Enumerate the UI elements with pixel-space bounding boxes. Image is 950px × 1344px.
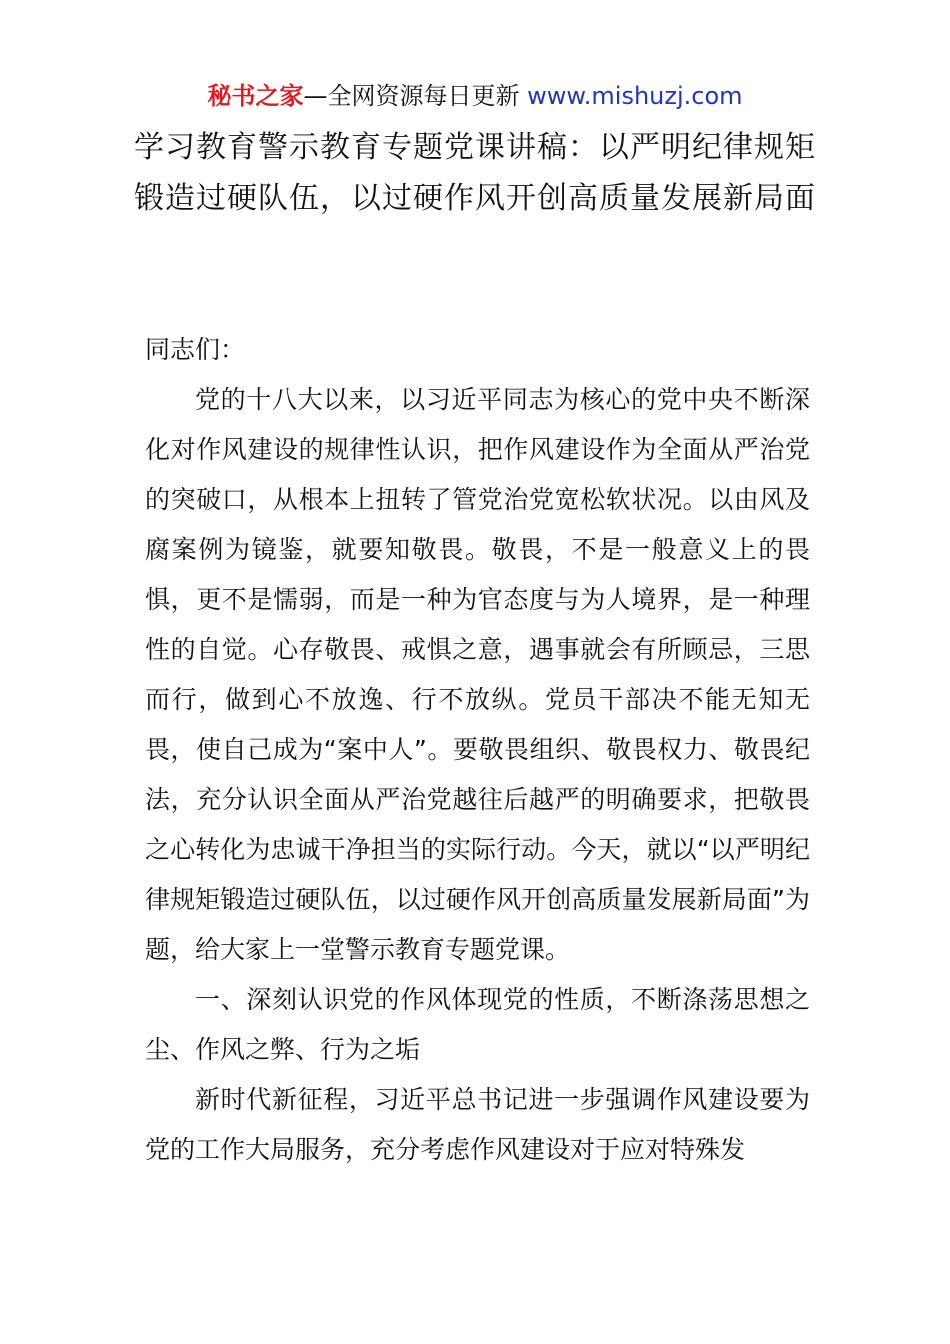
body-paragraph-intro: 党的十八大以来，以习近平同志为核心的党中央不断深化对作风建设的规律性认识，把作风建设作为全面从严治党的突破口，从根本上扭转了管党治党宽松软状况。以由风及腐案例为镜鉴，就要知敬畏。敬畏，不是一般意义上的畏惧，更不是懦弱，而是一种为官态度与为人境界，是一种理性的自觉。心存敬畏、戒惧之意，遇事就会有所顾忌，三思而行，做到心不放逸、行不放纵。党员干部决不能无知无畏，使自己成为“案中人”。要敬畏组织、敬畏权力、敬畏纪法，充分认识全面从严治党越往后越严的明确要求，把敬畏之心转化为忠诚干净担当的实际行动。今天，就以“以严明纪律规矩锻造过硬队伍，以过硬作风开创高质量发展新局面”为题，给大家上一堂警示教育专题党课。 <box>145 385 810 964</box>
document-body <box>145 325 810 1175</box>
section-heading-1: 一、深刻认识党的作风体现党的性质，不断涤荡思想之尘、作风之弊、行为之垢 <box>145 985 810 1064</box>
document-title: 学习教育警示教育专题党课讲稿：以严明纪律规矩锻造过硬队伍，以过硬作风开创高质量发展新局面 <box>134 130 816 216</box>
site-url-link[interactable]: www.mishuzj.com <box>527 82 743 110</box>
site-tagline: —全网资源每日更新 <box>303 82 520 110</box>
body-paragraph-section-1: 新时代新征程，习近平总书记进一步强调作风建设要为党的工作大局服务，充分考虑作风建设对于应对特殊发 <box>145 1085 810 1164</box>
site-brand: 秘书之家 <box>207 82 304 110</box>
site-header <box>0 80 950 112</box>
greeting: 同志们： <box>145 335 246 364</box>
